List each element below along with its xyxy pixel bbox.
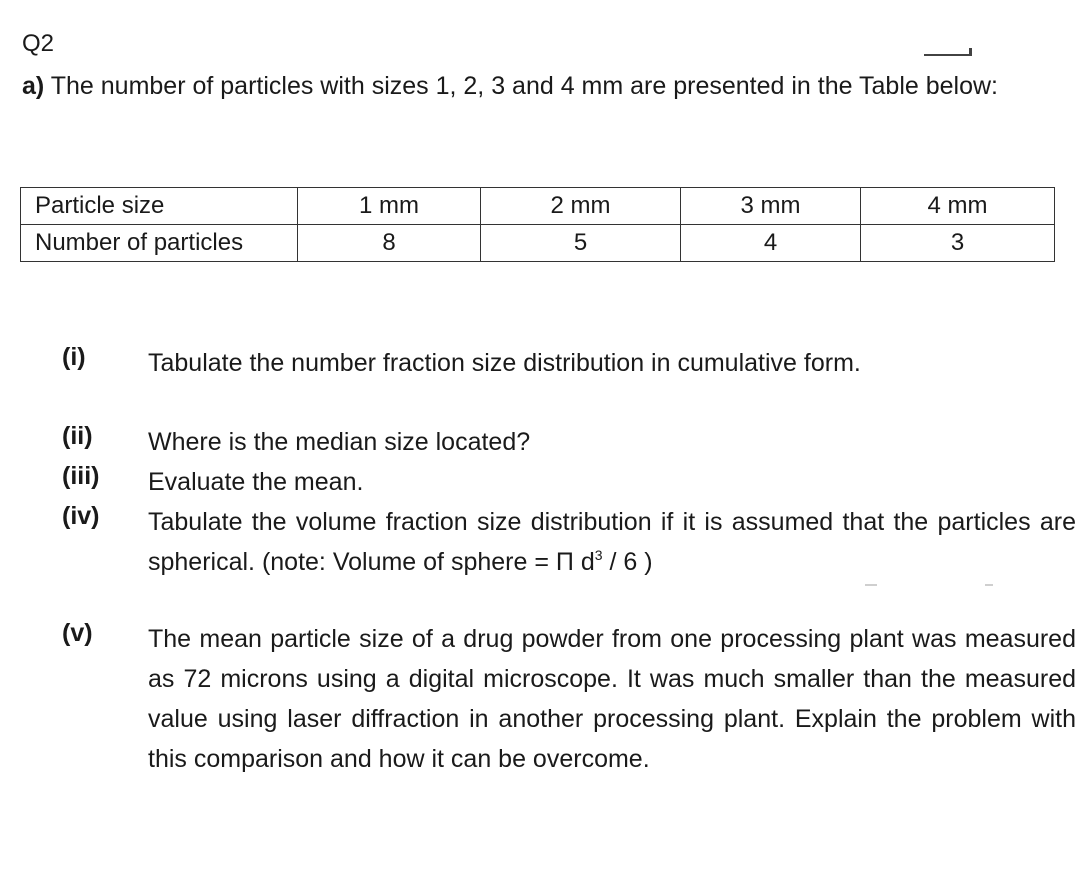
item-text: The mean particle size of a drug powder from one processing plant was measured as 72 microns using a digital microscope. It was much smaller than the measured value using laser diffraction in another processing plant. Explain the problem with this comparison and how it can be overcome. xyxy=(148,625,1076,773)
table-cell-count: 8 xyxy=(298,225,481,262)
particle-table xyxy=(20,187,1055,262)
item-text: Where is the median size located? xyxy=(148,428,531,456)
item-label: (i) xyxy=(62,343,86,371)
table-cell-size: 3 mm xyxy=(681,188,861,225)
item-text-part: / 6 ) xyxy=(602,548,653,576)
table-row xyxy=(21,225,1055,262)
intro-text: The number of particles with sizes 1, 2, 3 and 4 mm are presented in the Table below: xyxy=(50,72,998,100)
item-label: (iv) xyxy=(62,502,100,530)
question-number: Q2 xyxy=(22,30,55,57)
item-text xyxy=(148,502,1076,582)
corner-mark xyxy=(924,48,972,56)
table-row xyxy=(21,188,1055,225)
item-text: Evaluate the mean. xyxy=(148,468,364,496)
table-cell-count: 3 xyxy=(861,225,1055,262)
part-label: a) xyxy=(22,72,45,100)
scan-artifact xyxy=(865,584,877,586)
table-cell-count: 5 xyxy=(481,225,681,262)
table-cell-size: 4 mm xyxy=(861,188,1055,225)
table-cell-count: 4 xyxy=(681,225,861,262)
superscript-exponent: 3 xyxy=(594,547,603,563)
item-label: (v) xyxy=(62,619,93,647)
item-text: Tabulate the number fraction size distribution in cumulative form. xyxy=(148,349,861,377)
table-cell-size: 2 mm xyxy=(481,188,681,225)
scan-artifact xyxy=(985,584,993,586)
item-label: (iii) xyxy=(62,462,100,490)
table-cell-size: 1 mm xyxy=(298,188,481,225)
item-text-part: Tabulate the volume fraction size distribution if it is assumed that the particles are spherical. (note: Volume of sphere = Π d xyxy=(148,508,1076,576)
table-row-header: Particle size xyxy=(21,188,298,225)
item-label: (ii) xyxy=(62,422,93,450)
question-intro xyxy=(22,68,1078,104)
table-row-header: Number of particles xyxy=(21,225,298,262)
